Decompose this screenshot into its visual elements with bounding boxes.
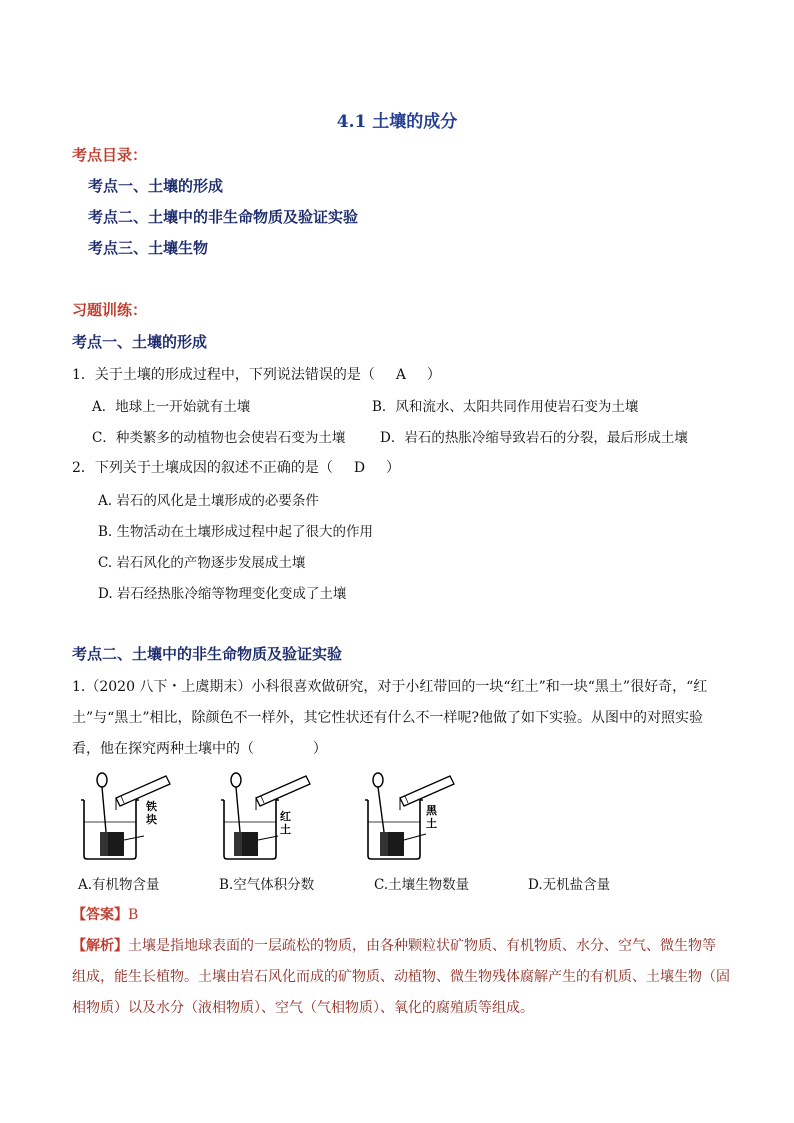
s2-q1-line2: 土”与“黑土”相比，除颜色不一样外，其它性状还有什么不一样呢?他做了如下实验。从图中的对照实验 [72,710,703,726]
toc-item-3[interactable]: 考点三、土壤生物 [88,239,209,257]
s2-q1-option-b[interactable]: B.空气体积分数 [219,877,315,893]
s2-q1-answer [72,904,138,924]
s1-q2-stem-a: 2．下列关于土壤成因的叙述不正确的是（ [72,460,333,476]
label-black-soil: 黑土 [426,804,437,830]
beaker-red-soil-svg [218,770,318,862]
s1-q2-answer: D [353,460,366,476]
toc-item-1[interactable]: 考点一、土壤的形成 [88,177,224,195]
section1-heading: 考点一、土壤的形成 [72,333,208,351]
s1-q1-option-a[interactable]: A．地球上一开始就有土壤 [92,399,251,415]
analysis-text-1: 土壤是指地球表面的一层疏松的物质，由各种颗粒状矿物质、有机物质、水分、空气、微生物等 [128,938,716,954]
exercise-heading: 习题训练： [72,301,148,319]
s2-q1-analysis-line1 [72,935,716,955]
beaker-black-soil-figure [362,770,462,862]
s2-q1-option-d[interactable]: D.无机盐含量 [528,877,611,893]
page-title: 4.1 土壤的成分 [336,112,458,132]
s2-q1-line3-text: 看，他在探究两种土壤中的（ [72,741,254,757]
beaker-iron-svg [78,770,178,862]
s1-q1-stem-b: ） [426,367,441,383]
s1-q1-stem [72,364,441,384]
beaker-black-soil-svg [362,770,462,862]
s1-q2-option-c[interactable]: C. 岩石风化的产物逐步发展成土壤 [98,555,306,571]
toc-item-2[interactable]: 考点二、土壤中的非生命物质及验证实验 [88,208,359,226]
answer-value: B [128,907,139,923]
s2-q1-analysis-line2: 组成，能生长植物。土壤由岩石风化而成的矿物质、动植物、微生物残体腐解产生的有机质、土壤生物（固 [72,969,730,985]
section2-heading: 考点二、土壤中的非生命物质及验证实验 [72,645,343,663]
s2-q1-line1: 1.（2020 八下・上虞期末）小科很喜欢做研究，对于小红带回的一块“红土”和一块“黑土”很好奇，“红 [72,679,708,695]
s1-q1-option-d[interactable]: D．岩石的热胀冷缩导致岩石的分裂，最后形成土壤 [380,430,688,446]
toc-heading: 考点目录： [72,146,148,164]
label-red-soil: 红土 [280,810,291,836]
s1-q1-stem-a: 1．关于土壤的形成过程中，下列说法错误的是（ [72,367,375,383]
s1-q2-option-d[interactable]: D. 岩石经热胀冷缩等物理变化变成了土壤 [98,586,347,602]
s2-q1-line3 [72,738,327,758]
answer-label: 【答案】 [72,907,128,923]
s1-q2-stem-b: ） [385,460,400,476]
s2-q1-line3-end: ） [312,741,327,757]
label-iron-block: 铁块 [146,800,157,826]
beaker-iron-figure [78,770,178,862]
s1-q2-stem [72,457,400,477]
s1-q2-option-a[interactable]: A. 岩石的风化是土壤形成的必要条件 [98,493,319,509]
s1-q1-answer: A [395,367,406,383]
s1-q1-option-b[interactable]: B．风和流水、太阳共同作用使岩石变为土壤 [372,399,639,415]
analysis-label: 【解析】 [72,938,128,954]
s2-q1-analysis-line3: 相物质）以及水分（液相物质）、空气（气相物质）、氧化的腐殖质等组成。 [72,1000,534,1016]
s1-q2-option-b[interactable]: B. 生物活动在土壤形成过程中起了很大的作用 [98,524,374,540]
beaker-red-soil-figure [218,770,318,862]
s2-q1-option-c[interactable]: C.土壤生物数量 [374,877,470,893]
s2-q1-option-a[interactable]: A.有机物含量 [78,877,160,893]
s1-q1-option-c[interactable]: C．种类繁多的动植物也会使岩石变为土壤 [92,430,346,446]
